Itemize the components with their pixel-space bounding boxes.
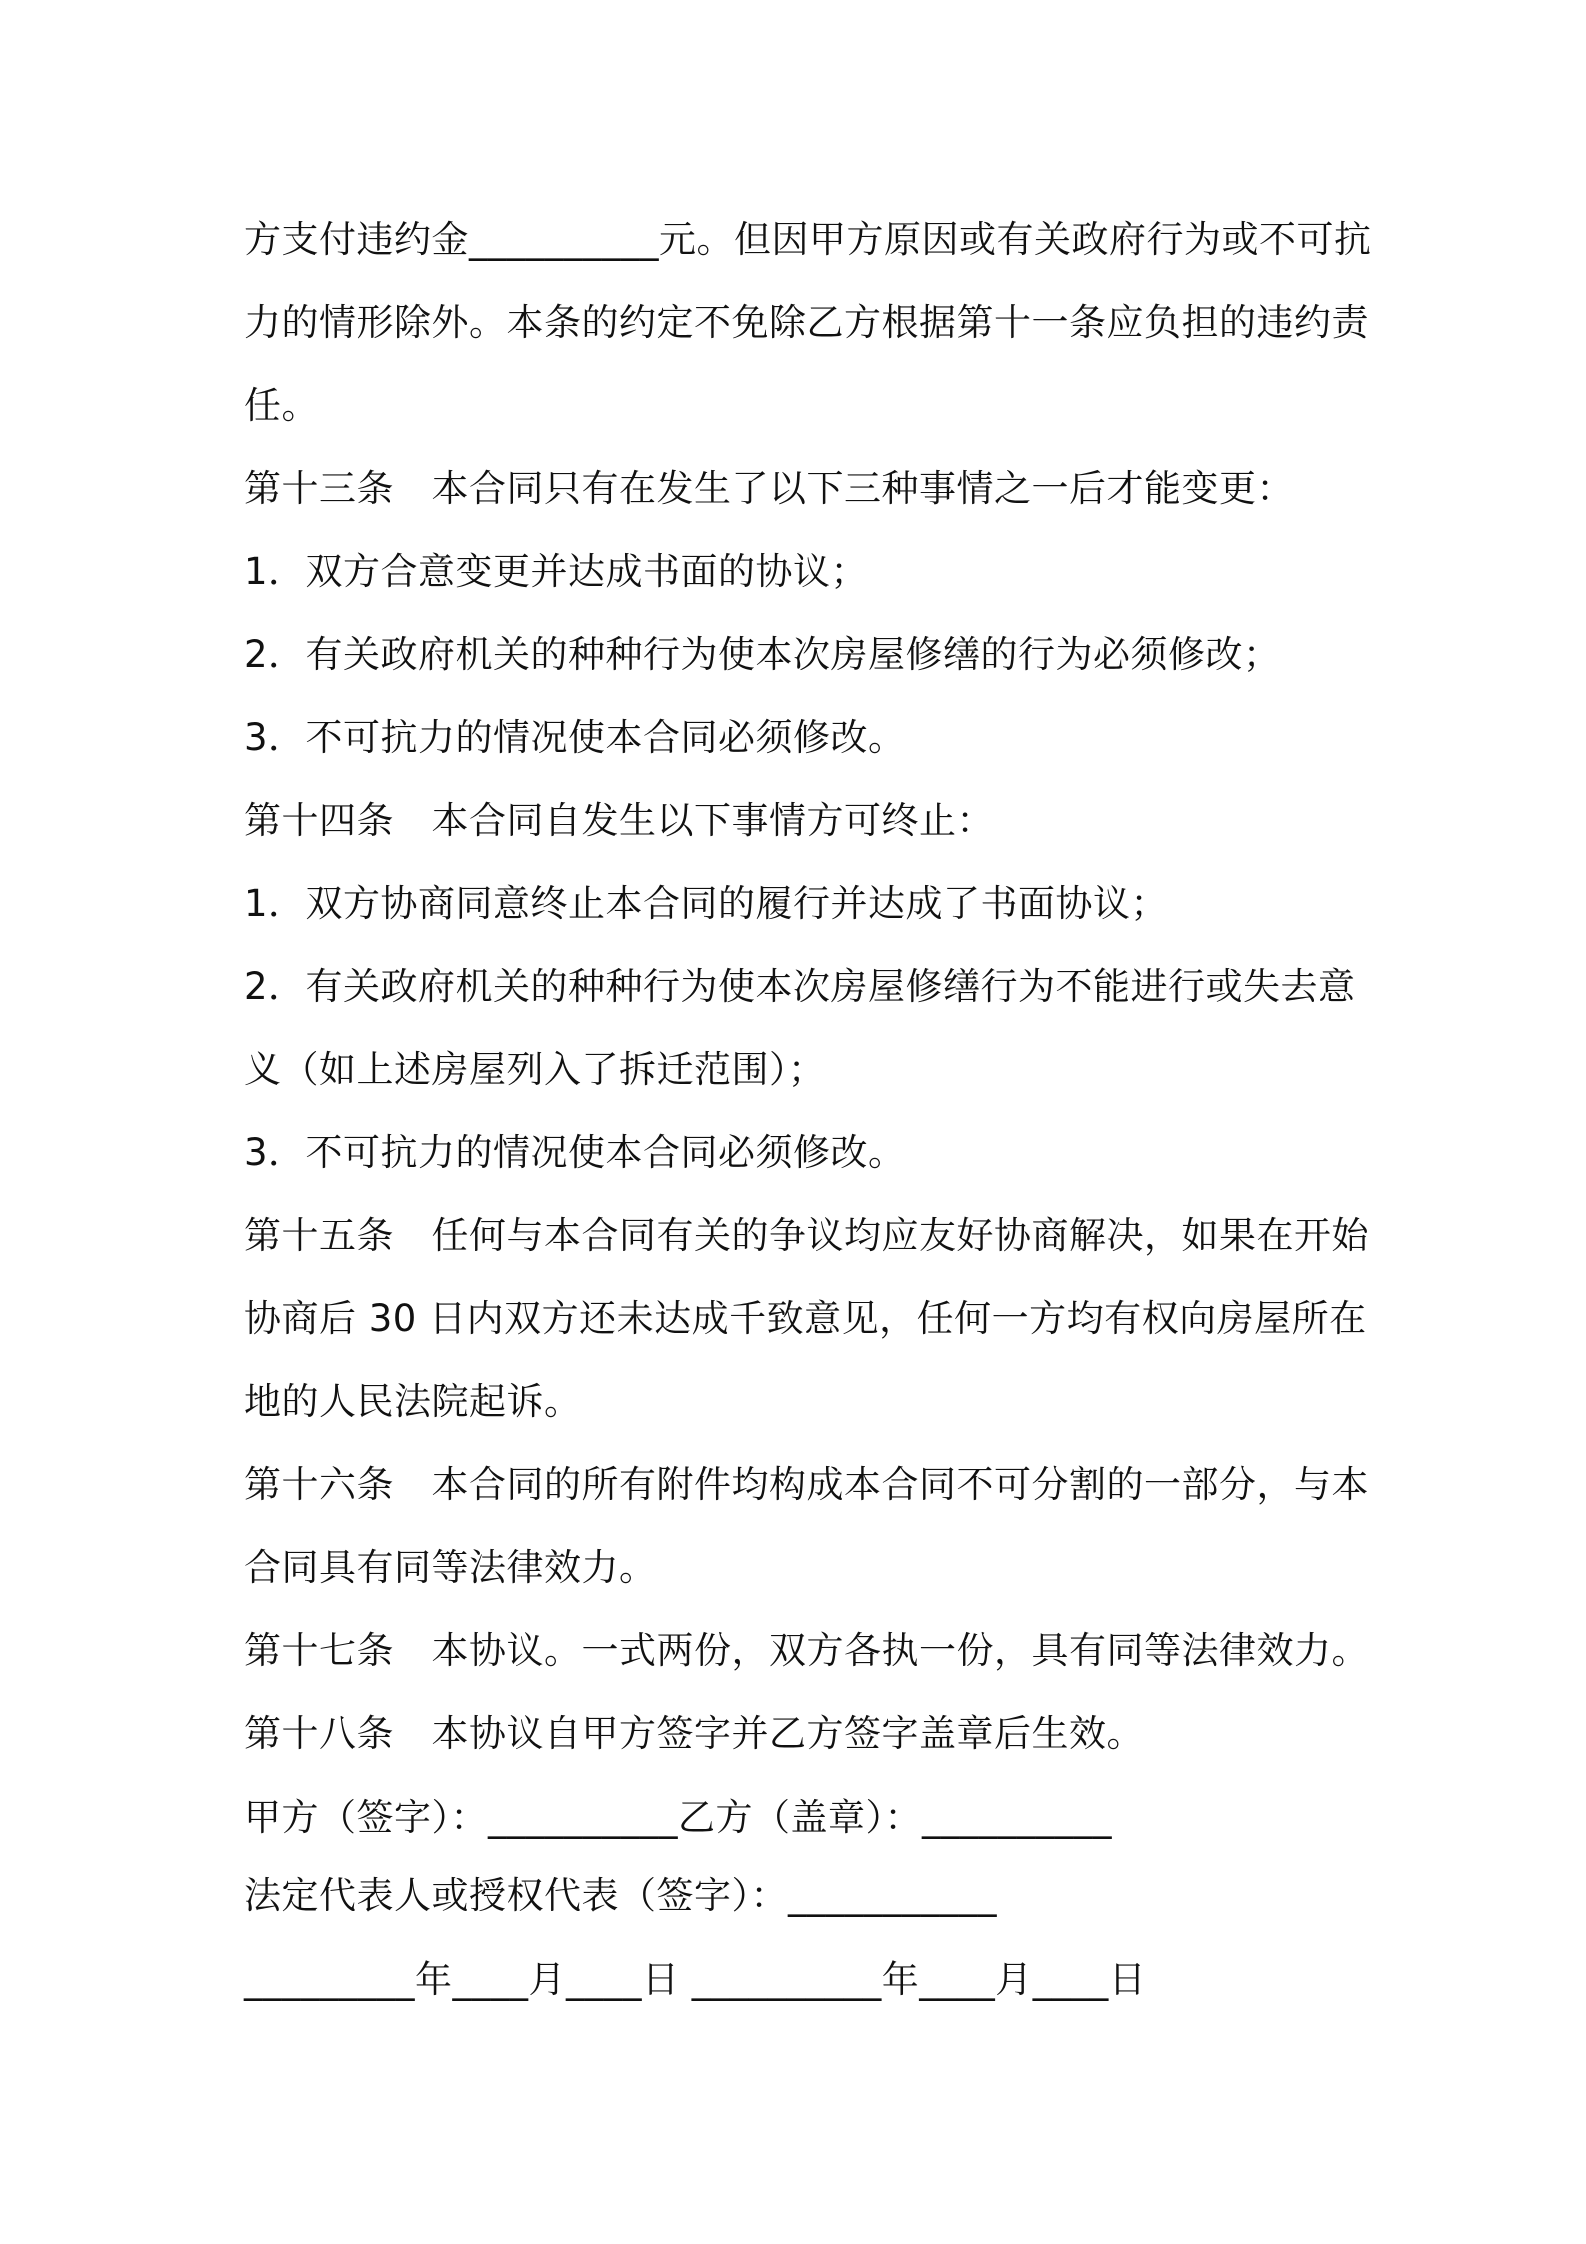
list-item: 2．有关政府机关的种种行为使本次房屋修缮行为不能进行或失去意	[244, 965, 1356, 1008]
text-line: 协商后 30 日内双方还未达成千致意见，任何一方均有权向房屋所在	[244, 1297, 1367, 1340]
text-line: 义（如上述房屋列入了拆迁范围）；	[244, 1048, 826, 1091]
legal-representative-line: 法定代表人或授权代表（签字）：___________	[244, 1874, 997, 1917]
list-item: 2．有关政府机关的种种行为使本次房屋修缮的行为必须修改；	[244, 633, 1281, 676]
article-18-paragraph: 第十八条 本协议自甲方签字并乙方签字盖章后生效。	[244, 1712, 1144, 1755]
text-line: 地的人民法院起诉。	[244, 1380, 582, 1423]
article-15-paragraph: 第十五条 任何与本合同有关的争议均应友好协商解决，如果在开始	[244, 1214, 1369, 1257]
list-item: 1．双方合意变更并达成书面的协议；	[244, 550, 869, 593]
article-16-paragraph: 第十六条 本合同的所有附件均构成本合同不可分割的一部分，与本	[244, 1463, 1369, 1506]
signature-party-line: 甲方（签字）：__________乙方（盖章）：__________	[244, 1796, 1112, 1839]
text-line: 合同具有同等法律效力。	[244, 1546, 657, 1589]
article-17-paragraph: 第十七条 本协议。一式两份，双方各执一份，具有同等法律效力。	[244, 1629, 1369, 1672]
text-line: 力的情形除外。本条的约定不免除乙方根据第十一条应负担的违约责	[244, 301, 1369, 344]
date-line: _________年____月____日 __________年____月____日	[244, 1958, 1147, 2001]
article-13-heading: 第十三条 本合同只有在发生了以下三种事情之一后才能变更：	[244, 467, 1294, 510]
article-14-heading: 第十四条 本合同自发生以下事情方可终止：	[244, 799, 994, 842]
text-line: 任。	[244, 384, 319, 427]
list-item: 3．不可抗力的情况使本合同必须修改。	[244, 716, 906, 759]
document-body	[244, 198, 1372, 2019]
list-item: 3．不可抗力的情况使本合同必须修改。	[244, 1131, 906, 1174]
text-line: 方支付违约金__________元。但因甲方原因或有关政府行为或不可抗	[244, 218, 1372, 261]
list-item: 1．双方协商同意终止本合同的履行并达成了书面协议；	[244, 882, 1169, 925]
